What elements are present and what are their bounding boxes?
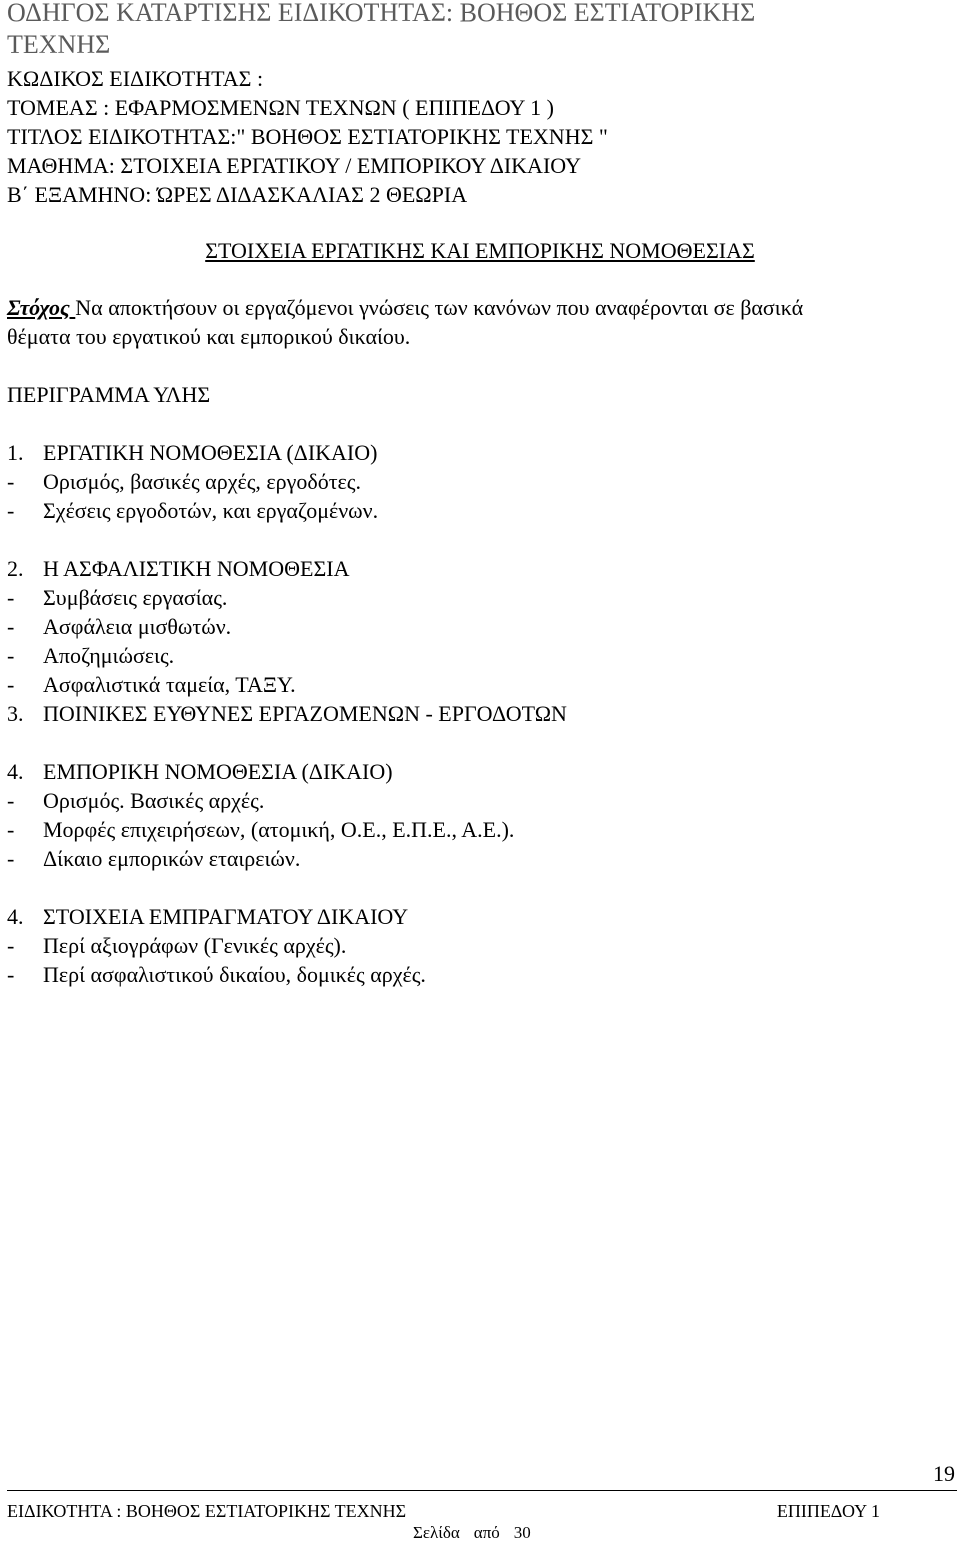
dash-bullet: -: [7, 614, 15, 639]
outline-item: - Ορισμός, βασικές αρχές, εργοδότες.: [7, 469, 362, 494]
outline-item: - Περί αξιογράφων (Γενικές αρχές).: [7, 933, 347, 958]
section-title: ΣΤΟΙΧΕΙΑ ΕΡΓΑΤΙΚΗΣ ΚΑΙ ΕΜΠΟΡΙΚΗΣ ΝΟΜΟΘΕΣΙΑΣ: [205, 238, 755, 263]
outline-section-3: [7, 701, 567, 727]
outline-item: - Σχέσεις εργοδοτών, και εργαζομένων.: [7, 498, 379, 523]
section-title: ΠΟΙΝΙΚΕΣ ΕΥΘΥΝΕΣ ΕΡΓΑΖΟΜΕΝΩΝ - ΕΡΓΟΔΟΤΩΝ: [43, 701, 567, 726]
dash-bullet: -: [7, 933, 15, 958]
dash-bullet: -: [7, 962, 15, 987]
section-number: 4.: [7, 904, 24, 929]
footer-divider: [7, 1490, 957, 1491]
document-title-line1: ΟΔΗΓΟΣ ΚΑΤΑΡΤΙΣΗΣ ΕΙΔΙΚΟΤΗΤΑΣ: ΒΟΗΘΟΣ ΕΣΤΙΑΤΟΡΙΚΗΣ: [7, 0, 756, 27]
section-title: ΣΤΟΙΧΕΙΑ ΕΜΠΡΑΓΜΑΤΟΥ ΔΙΚΑΙΟΥ: [43, 904, 409, 929]
pager-word: από: [473, 1523, 500, 1542]
outline-item: - Περί ασφαλιστικού δικαίου, δομικές αρχές.: [7, 962, 426, 987]
section-number: 4.: [7, 759, 24, 784]
outline-section-1: [7, 440, 377, 466]
pager-word: Σελίδα: [413, 1523, 460, 1542]
outline-section-4: [7, 759, 393, 785]
outline-heading: ΠΕΡΙΓΡΑΜΜΑ ΥΛΗΣ: [7, 382, 211, 407]
outline-item: - Δίκαιο εμπορικών εταιρειών.: [7, 846, 301, 871]
document-title-line2: ΤΕΧΝΗΣ: [7, 30, 111, 59]
dash-bullet: -: [7, 846, 15, 871]
dash-bullet: -: [7, 672, 15, 697]
dash-bullet: -: [7, 817, 15, 842]
pager-total: 30: [513, 1523, 531, 1542]
outline-item: - Αποζημιώσεις.: [7, 643, 175, 668]
dash-bullet: -: [7, 788, 15, 813]
outline-item: - Συμβάσεις εργασίας.: [7, 585, 228, 610]
dash-bullet: -: [7, 498, 15, 523]
specialty-title-line: ΤΙΤΛΟΣ ΕΙΔΙΚΟΤΗΤΑΣ:" ΒΟΗΘΟΣ ΕΣΤΙΑΤΟΡΙΚΗΣ ΤΕΧΝΗΣ ": [7, 124, 608, 149]
section-number: 3.: [7, 701, 24, 726]
semester-line: Β΄ ΕΞΑΜΗΝΟ: ΏΡΕΣ ΔΙΔΑΣΚΑΛΙΑΣ 2 ΘΕΩΡΙΑ: [7, 182, 468, 207]
goal-label: Στόχος: [7, 295, 76, 320]
section-number: 1.: [7, 440, 24, 465]
goal-paragraph-line1: [7, 295, 803, 321]
outline-item: - Ασφαλιστικά ταμεία, ΤΑΞΥ.: [7, 672, 296, 697]
page-number: 19: [933, 1461, 955, 1486]
outline-section-5: [7, 904, 408, 930]
dash-bullet: -: [7, 643, 15, 668]
outline-section-2: [7, 556, 349, 582]
section-title: ΕΡΓΑΤΙΚΗ ΝΟΜΟΘΕΣΙΑ (ΔΙΚΑΙΟ): [43, 440, 378, 465]
section-title: ΕΜΠΟΡΙΚΗ ΝΟΜΟΘΕΣΙΑ (ΔΙΚΑΙΟ): [43, 759, 393, 784]
dash-bullet: -: [7, 469, 15, 494]
outline-item: - Μορφές επιχειρήσεων, (ατομική, Ο.Ε., Ε.Π.Ε., Α.Ε.).: [7, 817, 515, 842]
footer-right-text: ΕΠΙΠΕΔΟΥ 1: [776, 1501, 880, 1521]
outline-item: - Ορισμός. Βασικές αρχές.: [7, 788, 265, 813]
sector-line: ΤΟΜΕΑΣ : ΕΦΑΡΜΟΣΜΕΝΩΝ ΤΕΧΝΩΝ ( ΕΠΙΠΕΔΟΥ 1 ): [7, 95, 554, 120]
section-title: Η ΑΣΦΑΛΙΣΤΙΚΗ ΝΟΜΟΘΕΣΙΑ: [43, 556, 350, 581]
specialty-code: ΚΩΔΙΚΟΣ ΕΙΔΙΚΟΤΗΤΑΣ :: [7, 66, 264, 91]
goal-text: Να αποκτήσουν οι εργαζόμενοι γνώσεις των κανόνων που αναφέρονται σε βασικά: [75, 295, 804, 320]
goal-paragraph-line2: θέματα του εργατικού και εμπορικού δικαίου.: [7, 324, 411, 349]
dash-bullet: -: [7, 585, 15, 610]
page-counter: [413, 1523, 545, 1543]
outline-item: - Ασφάλεια μισθωτών.: [7, 614, 232, 639]
footer-left-text: ΕΙΔΙΚΟΤΗΤΑ : ΒΟΗΘΟΣ ΕΣΤΙΑΤΟΡΙΚΗΣ ΤΕΧΝΗΣ: [7, 1501, 407, 1521]
course-line: ΜΑΘΗΜΑ: ΣΤΟΙΧΕΙΑ ΕΡΓΑΤΙΚΟΥ / ΕΜΠΟΡΙΚΟΥ ΔΙΚΑΙΟΥ: [7, 153, 581, 178]
section-number: 2.: [7, 556, 24, 581]
